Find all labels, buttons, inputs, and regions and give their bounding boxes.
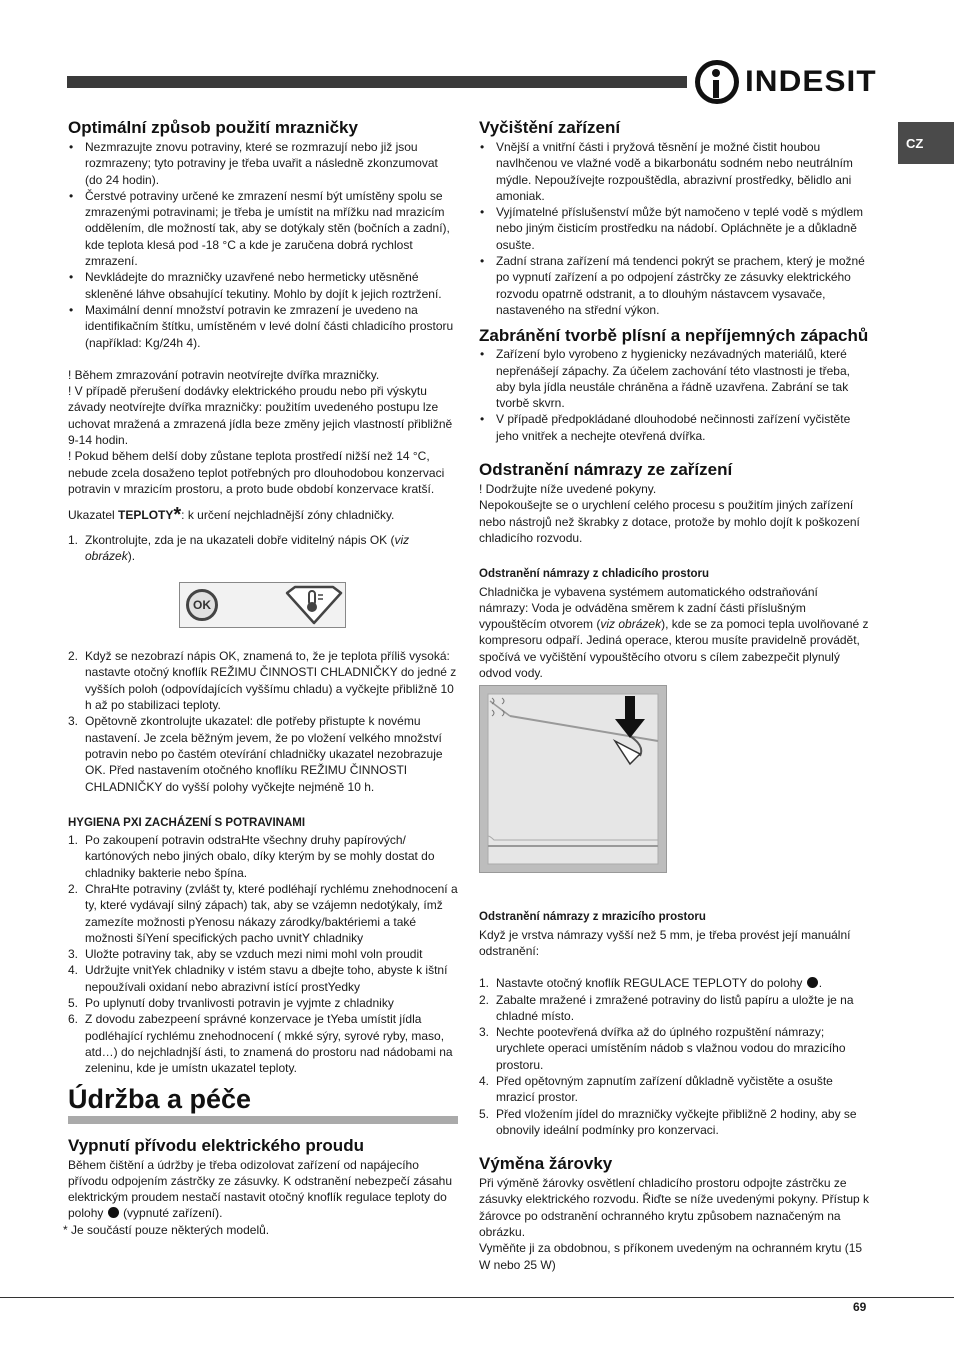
temperature-indicator-figure	[179, 582, 346, 628]
list-item: 4. Udržujte vnitYek chladniky v istém stavu a dbejte toho, abyste k ištní nepoužívali oxidaní nebo abrazivní istící prostYedky	[68, 963, 448, 994]
warning-text: ! V případě přerušení dodávky elektrického proudu nebo při výskytu závady neotvírejte dvířka mrazničky: použitím uvedeného postupu lze uchovat mražená a zmrazená jídla beze změny jejich vlastností přibližně 9-14 hodin.	[68, 384, 453, 448]
warning-text: ! Během zmrazování potravin neotvírejte dvířka mrazničky.	[68, 367, 380, 382]
paragraph: Vyměňte ji za obdobnou, s příkonem uvedeným na ochranném krytu (15 W nebo 25 W)	[479, 1241, 863, 1272]
off-position-icon	[807, 977, 818, 988]
list-item: 3. Uložte potraviny tak, aby se vzduch mezi nimi mohl voln proudit	[68, 947, 423, 962]
logo-text: INDESIT	[744, 65, 877, 98]
section-title: Vypnutí přívodu elektrického proudu	[68, 1135, 364, 1155]
list-item: 3. Nechte pootevřená dvířka až do úplného rozpuštění námrazy; urychlete operaci umístěním nádob s vlažnou vodou do mrazicího prostoru.	[479, 1025, 846, 1072]
warning-text: ! Pokud během delší doby zůstane teplota prostředí nižší než 14 °C, nebude zcela dosaženo teplot potřebných pro dlouhodobou konzervaci potravin v mrazicím prostoru, a proto bude období konzervace kratší.	[68, 449, 445, 496]
page-number: 69	[853, 1300, 867, 1314]
paragraph: Chladnička je vybavena systémem automatického odstraňování námrazy: Voda je odváděna směrem k zadní části příslušným vypouštěcím otvorem (viz obrázek), kde se za pomoci tepla uvolňované z kompresoru odpaří. Jediná operace, kterou musíte pravidelně provádět, spočívá ve vyčištění vypouštěcího otvoru s cílem zabezpečit plynulý odvod vody.	[479, 584, 869, 681]
numbered-list	[68, 532, 458, 565]
numbered-list	[68, 832, 458, 1076]
list-item: • V případě předpokládané dlouhodobé nečinnosti zařízení vyčistěte jeho vnitřek a nechejte otevřená dvířka.	[479, 411, 869, 444]
footnote: * Je součástí pouze některých modelů.	[63, 1222, 270, 1237]
section-title: Vyčištění zařízení	[479, 118, 621, 137]
list-item: 5. Před vložením jídel do mrazničky vyčkejte přibližně 2 hodiny, aby se obnovily ideální podmínky pro konzervaci.	[479, 1106, 857, 1137]
indesit-logo	[695, 58, 877, 106]
chapter-title: Údržba a péče	[68, 1083, 458, 1124]
list-item: 6. Z dovodu zabezpeení správné konzervace je tYeba umístit jídla podléhající rychlému znehodnocení ( mkké sýry, syrové ryby, maso, atd…) do nejchladnjší ásti, to znamená do prostoru nad nádobami na zeleninu, kde je umístn ukazatel teploty.	[68, 1012, 453, 1076]
list-item: • Vyjímatelné příslušenství může být namočeno v teplé vodě s mýdlem nebo jiným čisticím prostředku na nádobí. Opláchněte je a důkladně osušte.	[479, 204, 869, 253]
section-title: Zabránění tvorbě plísní a nepříjemných zápachů	[479, 326, 869, 346]
numbered-list	[68, 648, 458, 795]
list-item: 2. Zabalte mražené i zmražené potraviny do listů papíru a uložte je na chladné místo.	[479, 992, 854, 1023]
list-item: • Vnější a vnitřní části i pryžová těsnění je možné čistit houbou navlhčenou ve vlažné vodě a bikarbonátu sodném nebo neutrálním mýdle. Nepoužívejte rozpouštědla, abrazivní prostředky, bělidlo ani amoniak.	[479, 139, 869, 204]
bullet-list	[68, 139, 458, 351]
list-item: • Nevkládejte do mrazničky uzavřené nebo hermeticky utěsněné skleněné láhve obsahující tekutiny. Mohlo by dojít k jejich roztržení.	[68, 269, 458, 302]
subsection-title: Odstranění námrazy z chladicího prostoru	[479, 568, 710, 581]
list-item: 1. Nastavte otočný knoflík REGULACE TEPLOTY do polohy .	[479, 976, 823, 991]
ok-indicator-icon: OK	[186, 589, 218, 621]
temperature-zone-icon	[285, 585, 343, 625]
paragraph: Při výměně žárovky osvětlení chladicího prostoru odpojte zástrčku ze zásuvky elektrického rozvodu. Řiďte se níže uvedenými pokyny. Přístup k žárovce po odstranění ochranného krytu způsobem naznačeným na obrázku.	[479, 1176, 869, 1240]
paragraph: Nepokoušejte se o urychlení celého procesu s použitím jiných zařízení nebo nástrojů než škrabky z dotace, protože by mohlo dojít k poškození chladicího rozvodu.	[479, 498, 860, 545]
list-item: • Čerstvé potraviny určené ke zmrazení nesmí být umístěny spolu se zmrazenými potravinami; je třeba je umístit na mřížku nad mrazicím oddělením, dle možností tak, aby se dotýkaly stěn (bočních a zadní), kde teplota klesá pod -18 °C a kde je zaručena dobrá rychlost zmrazení.	[68, 188, 458, 269]
footer-divider	[0, 1297, 954, 1298]
off-position-icon	[108, 1207, 119, 1218]
header-bar	[67, 76, 687, 88]
section-title: Odstranění námrazy ze zařízení	[479, 460, 733, 480]
section-title: Optimální způsob použití mrazničky	[68, 118, 358, 137]
list-item: 2. ChraHte potraviny (zvlášt ty, které podléhají rychlému znehodnocení a ty, které vydávají silný zápach) tak, aby se vzájemn nedotýkaly, ímž zamezíte možnosti pYenosu nákazy zárodky/baktériemi a také možnosti šíYení specifických pacho uvnitY chladniky	[68, 881, 458, 945]
bullet-list	[479, 139, 869, 318]
language-tab: CZ	[898, 122, 954, 164]
list-item: • Nezmrazujte znovu potraviny, které se rozmrazují nebo již jsou rozmrazeny; tyto potraviny je třeba uvařit a následně zkonzumovat (do 24 hodin).	[68, 139, 458, 188]
drain-hole-figure	[479, 685, 667, 873]
right-column	[479, 118, 869, 1273]
list-item: • Zadní strana zařízení má tendenci pokrýt se prachem, který je možné po vypnutí zařízení a po odpojení zástrčky ze zásuvky elektrického rozvodu opatrně odstranit, a to dlouhým nástavcem vysavače, nastaveného na střední výkon.	[479, 253, 869, 318]
indicator-line: Ukazatel TEPLOTY*: k určení nejchladnější zóny chladničky.	[68, 504, 395, 527]
list-item: • Zařízení bylo vyrobeno z hygienicky nezávadných materiálů, které nepřenášejí zápachy. Za účelem zachování této vlastnosti je třeba, aby byla jídla neustále chráněna a řádně uzavřena. Zabrání se tak tvorbě skvrn.	[479, 346, 869, 411]
list-item: 1. Po zakoupení potravin odstraHte všechny druhy papírových/ kartónových nebo jiných obalo, díky kterým by se mohly dostat do chladniky bakterie nebo špína.	[68, 833, 435, 880]
subsection-title: HYGIENA PXI ZACHÁZENÍ S POTRAVINAMI	[68, 816, 306, 829]
section-title: Výměna žárovky	[479, 1154, 613, 1174]
list-item: • Maximální denní množství potravin ke zmrazení je uvedeno na identifikačním štítku, umístěném v levé dolní části chladicího prostoru (například: Kg/24h 4).	[68, 302, 458, 351]
list-item: 5. Po uplynutí doby trvanlivosti potravin je vyjmte z chladniky	[68, 996, 394, 1011]
list-item: 3. Opětovně zkontrolujte ukazatel: dle potřeby přistupte k novému nastavení. Je zcela běžným jevem, že po vložení velkého množství potravin nebo po častém otevírání chladničky ukazatel nezobrazuje OK. Před nastavením otočného knoflíku REŽIMU ČINNOSTI CHLADNIČKY do vyšší polohy vyčkejte nejméně 10 h.	[68, 714, 443, 794]
list-item: 2. Když se nezobrazí nápis OK, znamená to, že je teplota příliš vysoká: nastavte otočný knoflík REŽIMU ČINNOSTI CHLADNIČKY do jedné z vyšších poloh (odpovídajících vyššímu chladu) a vyčkejte přibližně 10 h až po stabilizaci teploty.	[68, 649, 457, 713]
logo-i-icon	[695, 60, 739, 104]
paragraph: Když je vrstva námrazy vyšší než 5 mm, je třeba provést její manuální odstranění:	[479, 927, 851, 958]
subsection-title: Odstranění námrazy z mrazicího prostoru	[479, 911, 706, 924]
list-item: 4. Před opětovným zapnutím zařízení důkladně vyčistěte a osušte mrazicí prostor.	[479, 1073, 833, 1105]
paragraph: Během čištění a údržby je třeba odizolovat zařízení od napájecího přívodu odpojením zástrčky ze zásuvky. K odstranění nebezpečí zásahu elektrickým proudem nestačí nastavit otočný knoflík regulace teploty do polohy (vypnuté zařízení).	[68, 1157, 452, 1221]
bullet-list	[479, 346, 869, 444]
paragraph: ! Dodržujte níže uvedené pokyny.	[479, 482, 657, 497]
numbered-list	[479, 992, 869, 1139]
left-column	[63, 118, 458, 1238]
numbered-list	[479, 975, 869, 991]
fridge-interior-illustration	[480, 686, 666, 872]
list-item: 1. Zkontrolujte, zda je na ukazateli dobře viditelný nápis OK (viz obrázek).	[68, 532, 410, 563]
